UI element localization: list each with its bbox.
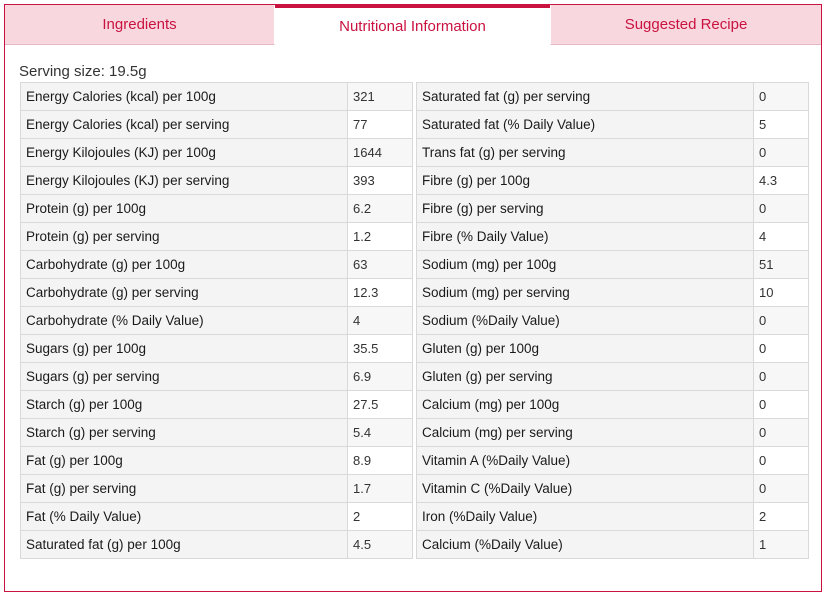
nutrient-value: 321 [348, 83, 413, 111]
nutrient-label: Energy Kilojoules (KJ) per 100g [21, 139, 348, 167]
nutrient-label: Calcium (%Daily Value) [417, 531, 754, 559]
nutrient-value: 12.3 [348, 279, 413, 307]
table-row [21, 223, 809, 251]
table-row [21, 195, 809, 223]
table-row [21, 251, 809, 279]
nutrient-value: 0 [754, 83, 809, 111]
nutrient-value: 0 [754, 139, 809, 167]
nutrient-value: 4 [348, 307, 413, 335]
nutrient-label: Sugars (g) per 100g [21, 335, 348, 363]
nutrient-value: 4.5 [348, 531, 413, 559]
nutrient-label: Fibre (g) per serving [417, 195, 754, 223]
nutrient-value: 77 [348, 111, 413, 139]
table-row [21, 335, 809, 363]
nutrient-label: Calcium (mg) per 100g [417, 391, 754, 419]
nutrient-label: Iron (%Daily Value) [417, 503, 754, 531]
table-row [21, 503, 809, 531]
nutrient-label: Sodium (%Daily Value) [417, 307, 754, 335]
tab-suggested-recipe[interactable]: Suggested Recipe [550, 5, 821, 45]
nutrient-value: 27.5 [348, 391, 413, 419]
table-row [21, 419, 809, 447]
tab-ingredients[interactable]: Ingredients [5, 5, 275, 45]
table-row [21, 531, 809, 559]
nutrition-table [20, 82, 809, 559]
nutrient-value: 6.9 [348, 363, 413, 391]
nutrient-value: 10 [754, 279, 809, 307]
nutrient-value: 0 [754, 391, 809, 419]
nutrient-value: 5.4 [348, 419, 413, 447]
table-row [21, 447, 809, 475]
nutrient-value: 4 [754, 223, 809, 251]
nutrient-value: 1.7 [348, 475, 413, 503]
nutrient-label: Protein (g) per serving [21, 223, 348, 251]
nutrient-label: Protein (g) per 100g [21, 195, 348, 223]
nutrient-label: Carbohydrate (% Daily Value) [21, 307, 348, 335]
serving-size: Serving size: 19.5g [19, 63, 147, 80]
nutrient-label: Fibre (% Daily Value) [417, 223, 754, 251]
nutrient-value: 6.2 [348, 195, 413, 223]
table-row [21, 139, 809, 167]
nutrient-value: 8.9 [348, 447, 413, 475]
nutrient-label: Trans fat (g) per serving [417, 139, 754, 167]
nutrient-label: Calcium (mg) per serving [417, 419, 754, 447]
nutrient-value: 4.3 [754, 167, 809, 195]
table-row [21, 111, 809, 139]
nutrient-value: 1 [754, 531, 809, 559]
nutrient-value: 0 [754, 419, 809, 447]
nutrient-value: 393 [348, 167, 413, 195]
nutrient-value: 0 [754, 335, 809, 363]
nutrient-value: 51 [754, 251, 809, 279]
nutrient-label: Energy Kilojoules (KJ) per serving [21, 167, 348, 195]
nutrient-value: 1.2 [348, 223, 413, 251]
nutrient-value: 2 [754, 503, 809, 531]
table-row [21, 279, 809, 307]
nutrient-label: Carbohydrate (g) per serving [21, 279, 348, 307]
nutrition-table-body [21, 83, 809, 559]
nutrient-label: Gluten (g) per 100g [417, 335, 754, 363]
table-row [21, 475, 809, 503]
nutrient-label: Carbohydrate (g) per 100g [21, 251, 348, 279]
table-row [21, 83, 809, 111]
nutrient-label: Fat (g) per serving [21, 475, 348, 503]
nutrient-label: Fat (g) per 100g [21, 447, 348, 475]
table-row [21, 167, 809, 195]
nutrient-label: Gluten (g) per serving [417, 363, 754, 391]
table-row [21, 363, 809, 391]
nutrient-value: 0 [754, 475, 809, 503]
nutrient-label: Saturated fat (g) per serving [417, 83, 754, 111]
nutrient-label: Starch (g) per 100g [21, 391, 348, 419]
nutrient-label: Saturated fat (g) per 100g [21, 531, 348, 559]
nutrient-label: Energy Calories (kcal) per 100g [21, 83, 348, 111]
nutrient-label: Vitamin A (%Daily Value) [417, 447, 754, 475]
nutrient-label: Vitamin C (%Daily Value) [417, 475, 754, 503]
nutrient-label: Energy Calories (kcal) per serving [21, 111, 348, 139]
nutrient-value: 0 [754, 363, 809, 391]
nutrient-label: Sodium (mg) per serving [417, 279, 754, 307]
nutrient-value: 5 [754, 111, 809, 139]
nutrient-value: 35.5 [348, 335, 413, 363]
nutrient-label: Sugars (g) per serving [21, 363, 348, 391]
nutrient-label: Saturated fat (% Daily Value) [417, 111, 754, 139]
nutrient-value: 0 [754, 307, 809, 335]
nutrient-value: 1644 [348, 139, 413, 167]
nutrition-panel [4, 4, 822, 592]
nutrient-value: 0 [754, 447, 809, 475]
tab-bar [5, 5, 821, 45]
nutrient-value: 63 [348, 251, 413, 279]
nutrient-value: 2 [348, 503, 413, 531]
table-row [21, 391, 809, 419]
table-row [21, 307, 809, 335]
nutrient-label: Fibre (g) per 100g [417, 167, 754, 195]
nutrient-label: Starch (g) per serving [21, 419, 348, 447]
tab-nutritional-information[interactable]: Nutritional Information [275, 5, 550, 45]
nutrient-value: 0 [754, 195, 809, 223]
nutrient-label: Fat (% Daily Value) [21, 503, 348, 531]
nutrient-label: Sodium (mg) per 100g [417, 251, 754, 279]
